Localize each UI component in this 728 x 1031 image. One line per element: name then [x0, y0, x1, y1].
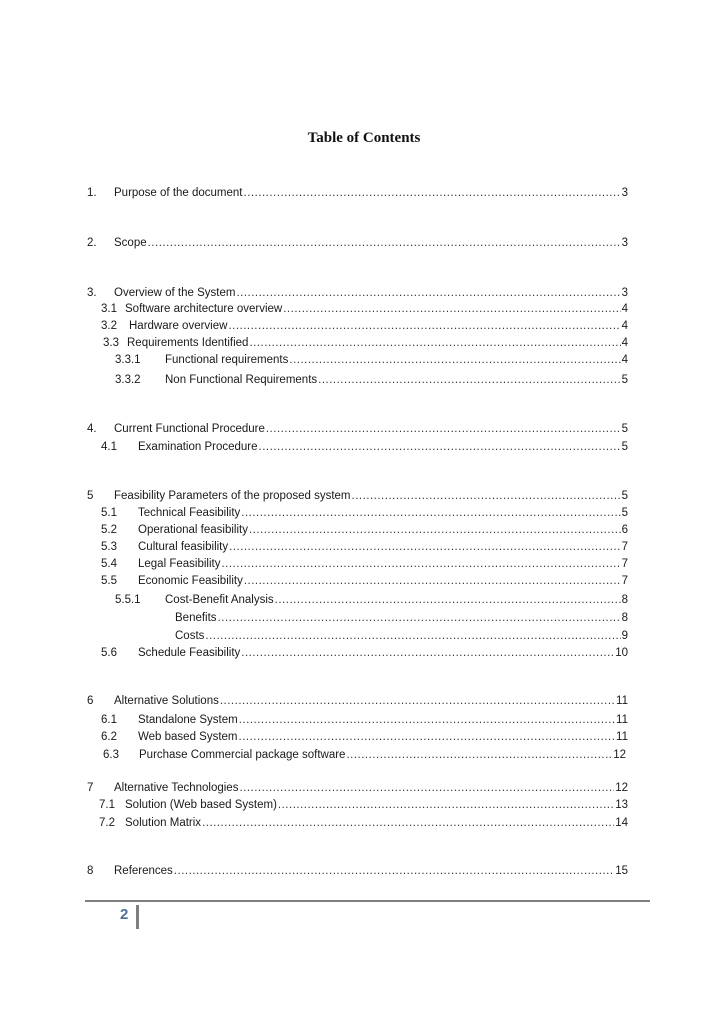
toc-leader-dots: [275, 592, 621, 608]
toc-entry-text: Solution Matrix: [125, 817, 202, 829]
toc-leader-dots: [352, 488, 621, 504]
toc-entry[interactable]: [101, 318, 628, 334]
toc-leader-dots: [283, 301, 620, 317]
toc-entry-page: 15: [615, 865, 628, 877]
toc-leader-dots: [259, 439, 621, 455]
toc-entry-number: 6.1: [101, 714, 117, 726]
toc-leader-dots: [220, 693, 615, 709]
toc-entry-text: Solution (Web based System): [125, 799, 277, 811]
toc-leader-dots: [239, 780, 614, 796]
toc-entry-text: Overview of the System: [114, 287, 236, 299]
toc-entry-page: 3: [621, 287, 628, 299]
toc-entry-text: Standalone System: [138, 714, 238, 726]
toc-leader-dots: [174, 863, 614, 879]
toc-entry-text: Software architecture overview: [125, 303, 283, 315]
toc-entry-number: 4.1: [101, 441, 117, 453]
toc-entry-number: 3.3: [103, 337, 119, 349]
toc-entry-text: Requirements Identified: [127, 337, 249, 349]
toc-entry-text: Alternative Solutions: [114, 695, 219, 707]
toc-entry-page: 4: [621, 320, 628, 332]
toc-entry[interactable]: [101, 505, 628, 521]
toc-entry-text: Hardware overview: [129, 320, 228, 332]
toc-entry-page: 11: [616, 731, 628, 743]
toc-entry-page: 14: [615, 817, 628, 829]
toc-entry[interactable]: [87, 780, 628, 796]
toc-entry-page: 10: [615, 647, 628, 659]
toc-leader-dots: [249, 335, 620, 351]
toc-entry-page: 5: [621, 441, 628, 453]
toc-entry[interactable]: [115, 352, 628, 368]
toc-entry[interactable]: [101, 539, 628, 555]
toc-leader-dots: [241, 505, 620, 521]
toc-entry[interactable]: [87, 185, 628, 201]
toc-entry[interactable]: [87, 235, 628, 251]
toc-entry-text: Costs: [175, 630, 205, 642]
toc-entry-text: Purpose of the document: [114, 187, 243, 199]
toc-entry-text: References: [114, 865, 173, 877]
toc-leader-dots: [241, 645, 614, 661]
toc-entry[interactable]: [99, 815, 628, 831]
toc-entry-text: Schedule Feasibility: [138, 647, 241, 659]
toc-entry-page: 3: [621, 187, 628, 199]
toc-entry-page: 6: [621, 524, 628, 536]
toc-entry-page: 11: [616, 714, 628, 726]
toc-entry[interactable]: [87, 693, 628, 709]
toc-entry-number: 5.3: [101, 541, 117, 553]
toc-entry-text: Cultural feasibility: [138, 541, 229, 553]
toc-entry[interactable]: [103, 335, 628, 351]
toc-entry-number: 7.2: [99, 817, 115, 829]
toc-leader-dots: [346, 747, 612, 763]
toc-leader-dots: [249, 522, 621, 538]
toc-entry-page: 7: [621, 541, 628, 553]
toc-leader-dots: [244, 185, 621, 201]
toc-entry-page: 12: [615, 782, 628, 794]
footer-divider: [85, 900, 650, 902]
toc-entry-number: 5.1: [101, 507, 117, 519]
toc-entry-text: Benefits: [175, 612, 217, 624]
toc-entry-page: 5: [621, 507, 628, 519]
toc-entry-page: 7: [621, 575, 628, 587]
toc-entry-text: Functional requirements: [165, 354, 289, 366]
toc-entry-number: 5.5: [101, 575, 117, 587]
toc-entry-text: Economic Feasibility: [138, 575, 243, 587]
toc-entry[interactable]: [87, 421, 628, 437]
toc-entry-page: 4: [621, 337, 628, 349]
toc-entry[interactable]: [115, 592, 628, 608]
toc-entry-number: 7: [87, 782, 94, 794]
toc-entry-number: 3.3.1: [115, 354, 141, 366]
toc-leader-dots: [244, 573, 621, 589]
toc-entry-page: 8: [621, 594, 628, 606]
toc-entry-text: Technical Feasibility: [138, 507, 241, 519]
toc-entry-number: 8: [87, 865, 94, 877]
toc-entry[interactable]: [87, 285, 628, 301]
toc-entry[interactable]: [87, 863, 628, 879]
toc-entry-page: 12: [613, 749, 626, 761]
toc-entry-number: 3.: [87, 287, 97, 299]
toc-entry-number: 3.2: [101, 320, 117, 332]
toc-leader-dots: [289, 352, 620, 368]
toc-entry-text: Operational feasibility: [138, 524, 248, 536]
toc-entry-number: 6: [87, 695, 94, 707]
toc-leader-dots: [239, 729, 616, 745]
toc-entry[interactable]: [101, 522, 628, 538]
toc-entry[interactable]: [99, 797, 628, 813]
toc-entry-number: 2.: [87, 237, 97, 249]
toc-entry-text: Alternative Technologies: [114, 782, 239, 794]
toc-entry[interactable]: [103, 747, 626, 763]
toc-leader-dots: [278, 797, 614, 813]
toc-entry-page: 5: [621, 423, 628, 435]
toc-entry-text: Cost-Benefit Analysis: [165, 594, 274, 606]
toc-entry-number: 3.1: [101, 303, 117, 315]
toc-entry[interactable]: [101, 573, 628, 589]
toc-leader-dots: [239, 712, 615, 728]
toc-entry[interactable]: [175, 628, 628, 644]
toc-entry-number: 6.2: [101, 731, 117, 743]
toc-entry-page: 8: [621, 612, 628, 624]
toc-entry[interactable]: [175, 610, 628, 626]
toc-entry-text: Scope: [114, 237, 147, 249]
toc-entry[interactable]: [101, 556, 628, 572]
toc-entry-page: 3: [621, 237, 628, 249]
toc-entry-text: Legal Feasibility: [138, 558, 221, 570]
toc-entry-text: Purchase Commercial package software: [139, 749, 346, 761]
toc-entry-page: 4: [621, 303, 628, 315]
toc-entry-number: 1.: [87, 187, 97, 199]
toc-entry[interactable]: [87, 488, 628, 504]
toc-entry-number: 5.2: [101, 524, 117, 536]
toc-entry-number: 5.5.1: [115, 594, 141, 606]
toc-leader-dots: [229, 539, 620, 555]
toc-leader-dots: [228, 318, 620, 334]
toc-leader-dots: [202, 815, 614, 831]
toc-entry-number: 3.3.2: [115, 374, 141, 386]
toc-entry-number: 4.: [87, 423, 97, 435]
toc-entry[interactable]: [115, 372, 628, 388]
toc-entry-number: 5.4: [101, 558, 117, 570]
toc-title: Table of Contents: [307, 130, 421, 146]
toc-entry[interactable]: [101, 301, 628, 317]
toc-entry[interactable]: [101, 712, 628, 728]
toc-entry[interactable]: [101, 439, 628, 455]
toc-entry-number: 5.6: [101, 647, 117, 659]
toc-entry-text: Web based System: [138, 731, 238, 743]
toc-entry-page: 7: [621, 558, 628, 570]
toc-leader-dots: [148, 235, 621, 251]
toc-entry-page: 9: [621, 630, 628, 642]
toc-entry-page: 4: [621, 354, 628, 366]
toc-entry-page: 5: [621, 490, 628, 502]
toc-leader-dots: [236, 285, 620, 301]
footer-vertical-bar: [136, 905, 139, 929]
toc-leader-dots: [266, 421, 621, 437]
toc-leader-dots: [318, 372, 620, 388]
toc-entry-page: 11: [616, 695, 628, 707]
toc-entry-text: Examination Procedure: [138, 441, 258, 453]
toc-leader-dots: [221, 556, 620, 572]
toc-entry-number: 5: [87, 490, 94, 502]
toc-entry-page: 13: [615, 799, 628, 811]
toc-entry-number: 6.3: [103, 749, 119, 761]
toc-leader-dots: [218, 610, 621, 626]
toc-entry-text: Feasibility Parameters of the proposed system: [114, 490, 351, 502]
toc-leader-dots: [205, 628, 620, 644]
toc-entry-number: 7.1: [99, 799, 115, 811]
page-number: 2: [120, 906, 129, 923]
toc-entry-text: Non Functional Requirements: [165, 374, 318, 386]
toc-entry[interactable]: [101, 729, 628, 745]
toc-entry-text: Current Functional Procedure: [114, 423, 265, 435]
toc-entry[interactable]: [101, 645, 628, 661]
toc-entry-page: 5: [621, 374, 628, 386]
